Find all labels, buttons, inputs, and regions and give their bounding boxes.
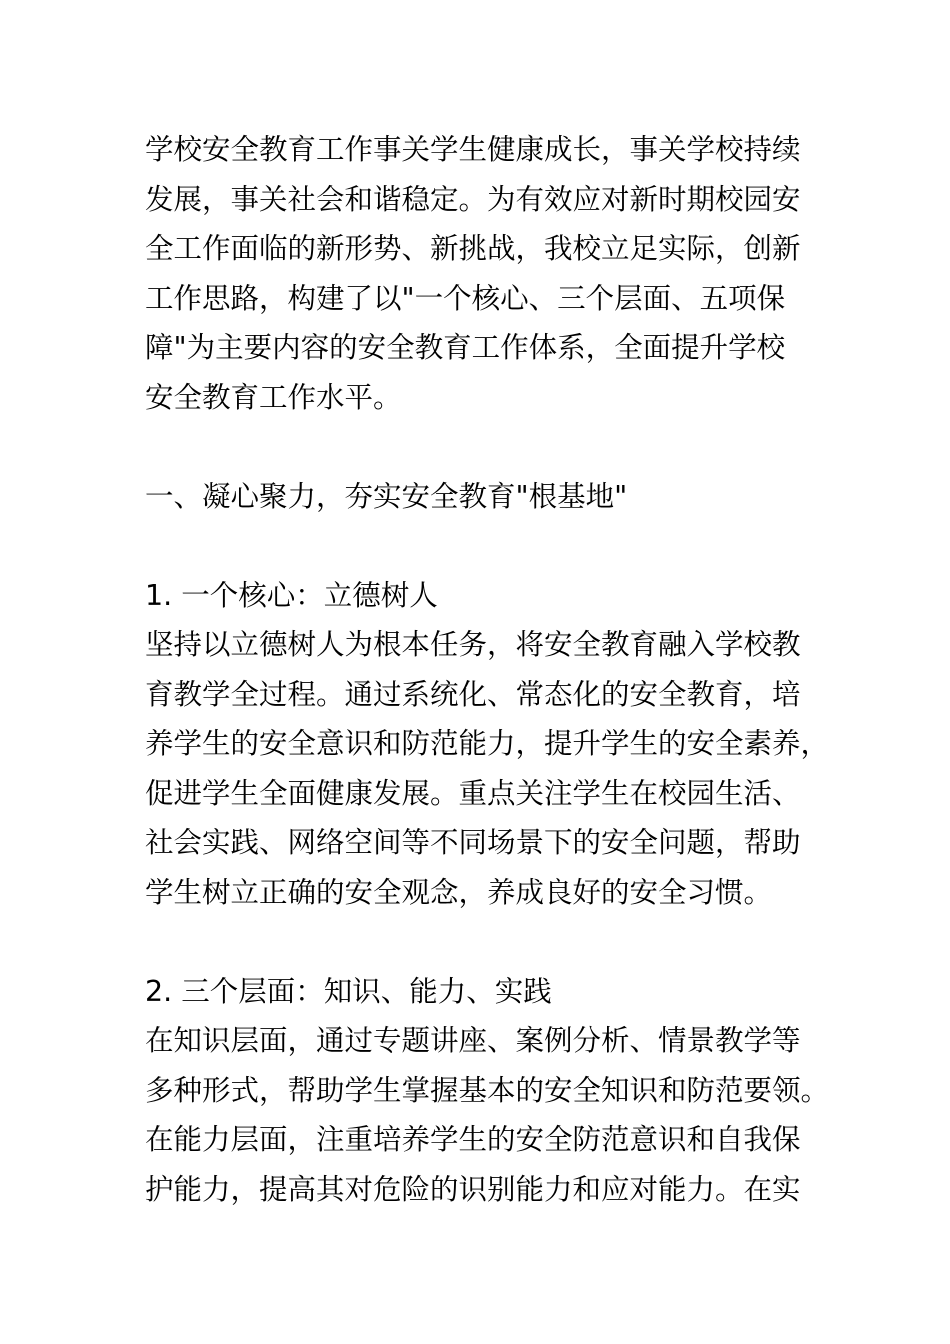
item-1-line: 社会实践、网络空间等不同场景下的安全问题，帮助 bbox=[145, 826, 801, 859]
intro-line: 发展，事关社会和谐稳定。为有效应对新时期校园安 bbox=[145, 182, 801, 216]
item-1-line: 学生树立正确的安全观念，养成良好的安全习惯。 bbox=[145, 875, 773, 909]
intro-line: 全工作面临的新形势、新挑战，我校立足实际，创新 bbox=[145, 232, 801, 265]
section-heading-text: 一、凝心聚力，夯实安全教育"根基地" bbox=[145, 479, 628, 513]
item-1-line: 育教学全过程。通过系统化、常态化的安全教育，培 bbox=[145, 677, 801, 711]
document-body bbox=[145, 125, 835, 1214]
item-2-line: 在能力层面，注重培养学生的安全防范意识和自我保 bbox=[145, 1123, 801, 1156]
paragraph-gap bbox=[145, 917, 835, 967]
intro-line: 工作思路，构建了以"一个核心、三个层面、五项保 bbox=[145, 281, 786, 315]
section-heading bbox=[145, 472, 835, 522]
item-1-heading: 1. 一个核心：立德树人 bbox=[145, 578, 438, 612]
intro-paragraph bbox=[145, 125, 835, 422]
intro-line: 障"为主要内容的安全教育工作体系，全面提升学校 bbox=[145, 331, 786, 364]
item-2-line: 多种形式，帮助学生掌握基本的安全知识和防范要领。 bbox=[145, 1073, 830, 1107]
item-1-line: 坚持以立德树人为根本任务，将安全教育融入学校教 bbox=[145, 628, 801, 661]
intro-line: 安全教育工作水平。 bbox=[145, 380, 402, 414]
item-2-line: 在知识层面，通过专题讲座、案例分析、情景教学等 bbox=[145, 1024, 801, 1057]
item-2-heading: 2. 三个层面：知识、能力、实践 bbox=[145, 974, 552, 1008]
item-1-line: 促进学生全面健康发展。重点关注学生在校园生活、 bbox=[145, 776, 801, 810]
item-1-block bbox=[145, 571, 835, 918]
item-2-block bbox=[145, 967, 835, 1215]
paragraph-gap bbox=[145, 521, 835, 571]
paragraph-gap bbox=[145, 422, 835, 472]
intro-line: 学校安全教育工作事关学生健康成长，事关学校持续 bbox=[145, 133, 801, 166]
item-2-line: 护能力，提高其对危险的识别能力和应对能力。在实 bbox=[145, 1172, 801, 1206]
item-1-line: 养学生的安全意识和防范能力，提升学生的安全素养， bbox=[145, 727, 830, 760]
